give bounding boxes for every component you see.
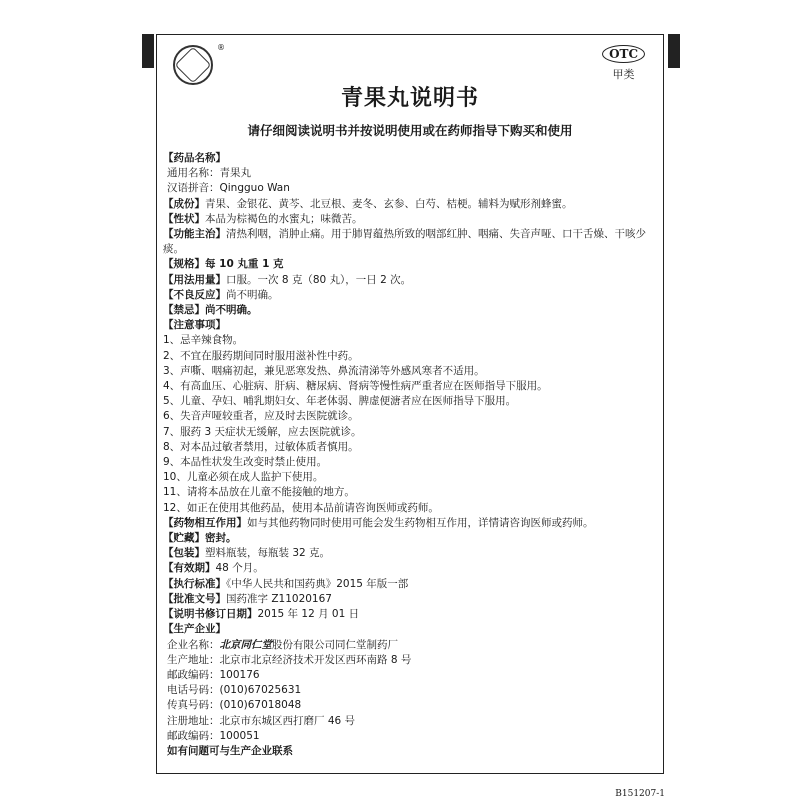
indications-row: 【功能主治】清热利咽，消肿止痛。用于肺胃蕴热所致的咽部红肿、咽痛、失音声哑、口干舌燥、干咳少痰。: [163, 228, 646, 256]
pinyin-row: 汉语拼音：Qingguo Wan: [167, 182, 290, 195]
precaution-item: 7、服药 3 天症状无缓解，应去医院就诊。: [163, 425, 362, 438]
otc-class: 甲类: [612, 68, 635, 81]
common-name-row: 通用名称：青果丸: [167, 167, 251, 180]
adverse-row: 【不良反应】尚不明确。: [163, 288, 279, 301]
precaution-item: 3、声嘶、咽痛初起，兼见恶寒发热、鼻流清涕等外感风寒者不适用。: [163, 364, 485, 377]
print-code: B151207-1: [615, 789, 665, 799]
manufacturer-header: 【生产企业】: [163, 623, 226, 636]
page-title: 青果丸说明书: [340, 86, 479, 111]
registered-mark-icon: ®: [217, 43, 225, 52]
storage-row: 【贮藏】密封。: [163, 532, 237, 545]
validity-row: 【有效期】48 个月。: [163, 562, 264, 575]
precaution-item: 10、儿童必须在成人监护下使用。: [163, 471, 324, 484]
precaution-item: 11、请将本品放在儿童不能接触的地方。: [163, 486, 355, 499]
ingredients-row: 【成份】青果、金银花、黄芩、北豆根、麦冬、玄参、白芍、桔梗。辅料为赋形剂蜂蜜。: [163, 197, 573, 210]
precaution-item: 2、不宜在服药期间同时服用滋补性中药。: [163, 349, 359, 362]
revision-row: 【说明书修订日期】2015 年 12 月 01 日: [163, 608, 360, 621]
precaution-item: 4、有高血压、心脏病、肝病、糖尿病、肾病等慢性病严重者应在医师指导下服用。: [163, 380, 548, 393]
leaflet-sheet: [156, 34, 665, 799]
right-edge-bar: [668, 34, 680, 68]
contact-note: 如有问题可与生产企业联系: [167, 744, 293, 757]
left-edge-bar: [142, 34, 154, 68]
dosage-row: 【用法用量】口服。一次 8 克（80 丸），一日 2 次。: [163, 273, 412, 286]
approval-row: 【批准文号】国药准字 Z11020167: [163, 592, 332, 605]
manufacturer-zip-row: 邮政编码：100176: [167, 668, 260, 681]
interactions-row: 【药物相互作用】如与其他药物同时使用可能会发生药物相互作用，详情请咨询医师或药师。: [163, 516, 594, 529]
precaution-item: 12、如正在使用其他药品，使用本品前请咨询医师或药师。: [163, 501, 439, 514]
page-subtitle: 请仔细阅读说明书并按说明使用或在药师指导下购买和使用: [247, 123, 573, 138]
properties-row: 【性状】本品为棕褐色的水蜜丸；味微苦。: [163, 212, 363, 225]
package-row: 【包装】塑料瓶装，每瓶装 32 克。: [163, 547, 331, 560]
otc-block: [602, 45, 645, 82]
precaution-item: 9、本品性状发生改变时禁止使用。: [163, 456, 328, 469]
manufacturer-phone-row: 电话号码：(010)67025631: [167, 684, 302, 697]
spec-row: 【规格】每 10 丸重 1 克: [163, 258, 284, 271]
precaution-item: 8、对本品过敏者禁用，过敏体质者慎用。: [163, 440, 359, 453]
manufacturer-fax-row: 传真号码：(010)67018048: [167, 699, 302, 712]
company-logo-icon: [173, 45, 213, 85]
manufacturer-name-row: 企业名称：北京同仁堂股份有限公司同仁堂制药厂: [167, 638, 398, 651]
precaution-item: 6、失音声哑较重者，应及时去医院就诊。: [163, 410, 359, 423]
precautions-header: 【注意事项】: [163, 319, 226, 332]
manufacturer-reg-address-row: 注册地址：北京市东城区西打磨厂 46 号: [167, 714, 356, 727]
manufacturer-reg-zip-row: 邮政编码：100051: [167, 729, 260, 742]
precaution-item: 5、儿童、孕妇、哺乳期妇女、年老体弱、脾虚便溏者应在医师指导下服用。: [163, 395, 517, 408]
precaution-item: 1、忌辛辣食物。: [163, 334, 244, 347]
drug-name-header: 【药品名称】: [163, 152, 226, 164]
manufacturer-address-row: 生产地址：北京市北京经济技术开发区西环南路 8 号: [167, 653, 412, 666]
standard-row: 【执行标准】《中华人民共和国药典》2015 年版一部: [163, 577, 409, 590]
leaflet-content: [163, 151, 655, 759]
contraindications-row: 【禁忌】尚不明确。: [163, 304, 258, 317]
otc-badge: OTC: [602, 45, 645, 63]
